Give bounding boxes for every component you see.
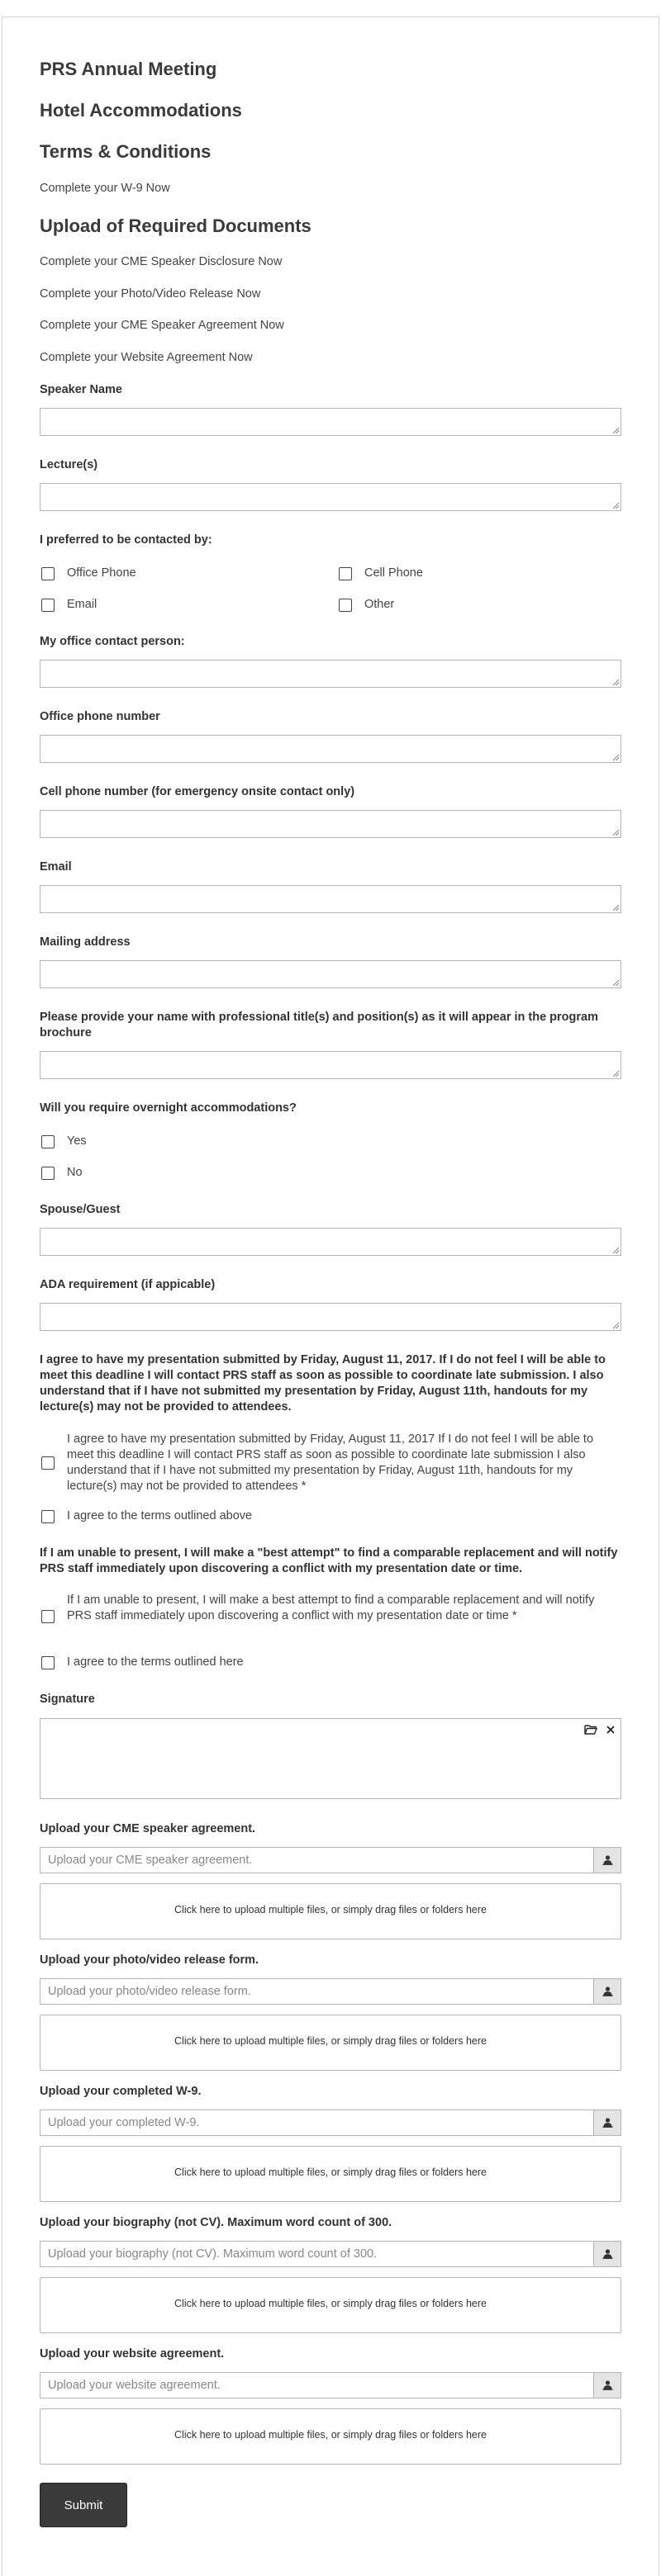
dropzone-biography[interactable]: [40, 2277, 621, 2333]
upload-placeholder: Upload your photo/video release form.: [48, 1985, 251, 1998]
checkbox-terms-above[interactable]: [41, 1510, 55, 1523]
option-cell-phone: Cell Phone: [364, 566, 423, 580]
dropzone-speaker-agreement[interactable]: [40, 1883, 621, 1939]
ada-input[interactable]: [40, 1303, 621, 1331]
label-mailing-address: Mailing address: [40, 935, 131, 949]
agree-replacement-text: If I am unable to present, I will make a best attempt to find a comparable replacement and will notify PRS staff immediately upon discovering a conflict with my presentation date or time *: [67, 1593, 595, 1622]
upload-w9-input[interactable]: [40, 2110, 621, 2136]
upload-photo-release-input[interactable]: [40, 1978, 621, 2005]
checkbox-overnight-no[interactable]: [41, 1167, 55, 1180]
email-input[interactable]: [40, 885, 621, 913]
upload-biography-input[interactable]: [40, 2241, 621, 2267]
link-w9[interactable]: Complete your W-9 Now: [40, 182, 170, 195]
upload-speaker-agreement-input[interactable]: [40, 1847, 621, 1873]
upload-placeholder: Upload your website agreement.: [48, 2379, 221, 2392]
heading-hotel: Hotel Accommodations: [40, 100, 242, 121]
checkbox-agree-deadline[interactable]: [41, 1456, 55, 1470]
submit-button[interactable]: Submit: [40, 2483, 127, 2527]
checkbox-cell-phone[interactable]: [339, 567, 352, 580]
link-photo-release[interactable]: Complete your Photo/Video Release Now: [40, 287, 261, 301]
checkbox-email[interactable]: [41, 599, 55, 612]
option-overnight-no: No: [67, 1166, 83, 1179]
dropzone-website-agreement[interactable]: [40, 2408, 621, 2465]
agreement-deadline-statement: I agree to have my presentation submitted by Friday, August 11, 2017. If I do not feel I will be able to meet this deadline I will contact PRS staff as soon as possible to coordinate late submission. I also understand that if I have not submitted my presentation by Friday, August 11th, handouts for my lecture(s) may not be provided to attendees.: [40, 1353, 606, 1413]
label-office-contact: My office contact person:: [40, 635, 185, 648]
dropzone-w9[interactable]: [40, 2146, 621, 2202]
lectures-input[interactable]: [40, 483, 621, 511]
label-spouse-guest: Spouse/Guest: [40, 1203, 121, 1216]
label-lectures: Lecture(s): [40, 458, 98, 471]
upload-person-icon[interactable]: [593, 2110, 621, 2135]
option-other: Other: [364, 598, 395, 611]
dropzone-text: Click here to upload multiple files, or simply drag files or folders here: [174, 2429, 487, 2441]
dropzone-text: Click here to upload multiple files, or simply drag files or folders here: [174, 2166, 487, 2178]
dropzone-text: Click here to upload multiple files, or simply drag files or folders here: [174, 2035, 487, 2047]
dropzone-text: Click here to upload multiple files, or simply drag files or folders here: [174, 1904, 487, 1915]
label-email: Email: [40, 860, 72, 874]
label-signature: Signature: [40, 1693, 95, 1706]
spouse-guest-input[interactable]: [40, 1228, 621, 1256]
upload-person-icon[interactable]: [593, 1848, 621, 1873]
professional-title-input[interactable]: [40, 1051, 621, 1079]
label-office-phone: Office phone number: [40, 710, 160, 723]
office-phone-input[interactable]: [40, 735, 621, 763]
link-website-agreement[interactable]: Complete your Website Agreement Now: [40, 351, 253, 364]
label-upload-w9: Upload your completed W-9.: [40, 2085, 202, 2098]
upload-person-icon[interactable]: [593, 1979, 621, 2004]
label-overnight: Will you require overnight accommodations?: [40, 1101, 297, 1115]
signature-pad[interactable]: [40, 1718, 621, 1799]
checkbox-terms-here[interactable]: [41, 1656, 55, 1669]
option-office-phone: Office Phone: [67, 566, 136, 580]
upload-placeholder: Upload your completed W-9.: [48, 2116, 200, 2129]
label-professional-title: Please provide your name with professional title(s) and position(s) as it will appear in the program brochure: [40, 1011, 598, 1039]
terms-here-text: I agree to the terms outlined here: [67, 1655, 244, 1669]
checkbox-agree-replacement[interactable]: [41, 1610, 55, 1623]
label-upload-biography: Upload your biography (not CV). Maximum word count of 300.: [40, 2216, 392, 2229]
label-upload-website-agreement: Upload your website agreement.: [40, 2347, 225, 2361]
label-upload-speaker-agreement: Upload your CME speaker agreement.: [40, 1822, 256, 1835]
folder-open-icon[interactable]: [584, 1724, 597, 1738]
link-disclosure[interactable]: Complete your CME Speaker Disclosure Now: [40, 255, 283, 268]
close-icon[interactable]: [606, 1724, 616, 1737]
option-overnight-yes: Yes: [67, 1134, 87, 1148]
office-contact-input[interactable]: [40, 660, 621, 688]
label-upload-photo-release: Upload your photo/video release form.: [40, 1953, 259, 1967]
checkbox-other[interactable]: [339, 599, 352, 612]
heading-terms: Terms & Conditions: [40, 141, 212, 162]
upload-placeholder: Upload your biography (not CV). Maximum word count of 300.: [48, 2247, 378, 2261]
dropzone-photo-release[interactable]: [40, 2015, 621, 2071]
checkbox-office-phone[interactable]: [41, 567, 55, 580]
heading-meeting: PRS Annual Meeting: [40, 59, 217, 79]
upload-website-agreement-input[interactable]: [40, 2372, 621, 2398]
terms-above-text: I agree to the terms outlined above: [67, 1509, 253, 1522]
label-ada: ADA requirement (if appicable): [40, 1278, 216, 1291]
speaker-name-input[interactable]: [40, 408, 621, 436]
label-cell-phone: Cell phone number (for emergency onsite contact only): [40, 785, 355, 798]
agree-deadline-text: I agree to have my presentation submitted by Friday, August 11, 2017 If I do not feel I will be able to meet this deadline I will contact PRS staff as soon as possible to coordinate late submission I also understand that if I have not submitted my presentation by Friday, August 11th, handouts for my lecture(s) may not be provided to attendees *: [67, 1432, 594, 1493]
upload-person-icon[interactable]: [593, 2373, 621, 2398]
mailing-address-input[interactable]: [40, 960, 621, 988]
cell-phone-input[interactable]: [40, 810, 621, 838]
agreement-replacement-statement: If I am unable to present, I will make a "best attempt" to find a comparable replacement and will notify PRS staff immediately upon discovering a conflict with my presentation date or time.: [40, 1546, 618, 1575]
label-speaker-name: Speaker Name: [40, 383, 122, 396]
link-speaker-agreement[interactable]: Complete your CME Speaker Agreement Now: [40, 319, 284, 332]
checkbox-overnight-yes[interactable]: [41, 1135, 55, 1148]
dropzone-text: Click here to upload multiple files, or simply drag files or folders here: [174, 2298, 487, 2309]
label-contact-preference: I preferred to be contacted by:: [40, 533, 212, 547]
heading-upload-documents: Upload of Required Documents: [40, 215, 311, 236]
option-email: Email: [67, 598, 97, 611]
upload-person-icon[interactable]: [593, 2242, 621, 2266]
upload-placeholder: Upload your CME speaker agreement.: [48, 1854, 253, 1867]
